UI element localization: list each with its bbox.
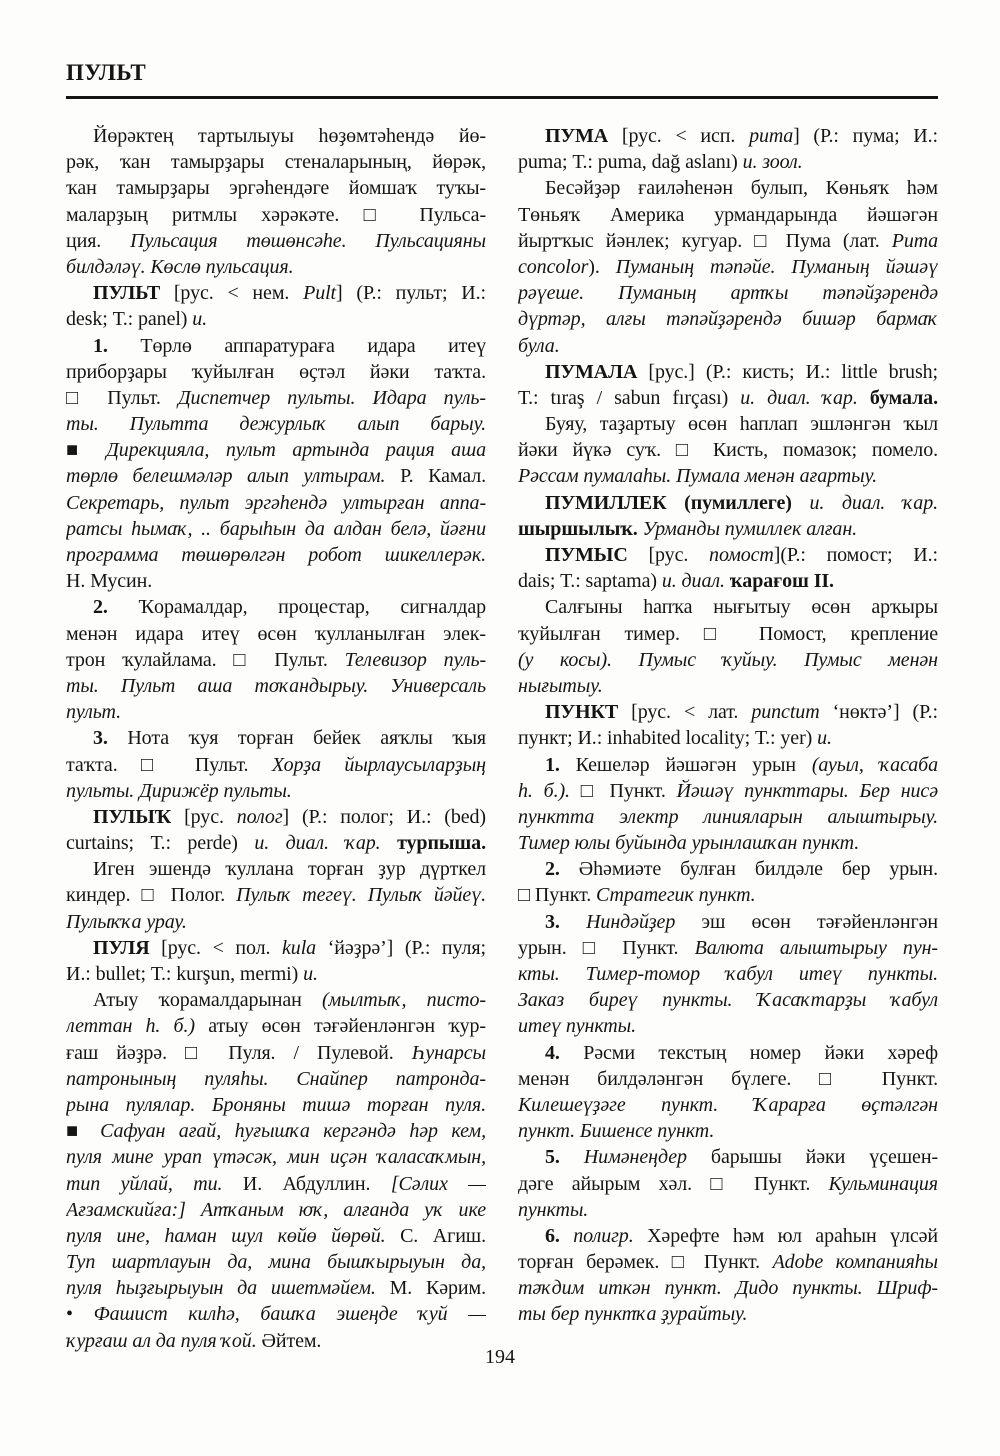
text-line bbox=[518, 175, 938, 201]
text-run: [рус. < пол. bbox=[161, 936, 283, 959]
text-run: Кульминация bbox=[828, 1172, 938, 1195]
text-line bbox=[518, 1118, 938, 1144]
text-run: йәки йүкә суҡ. □ Кисть, помазок; помело. bbox=[518, 439, 938, 462]
text-line bbox=[66, 202, 486, 228]
text-run: атыу өсөн тәғәйенләнгән ҡур- bbox=[208, 1015, 486, 1038]
text-run: программа төшөрөлгән робот шикеллерәк. bbox=[66, 544, 486, 566]
text-run: итеү пункты. bbox=[518, 1015, 636, 1038]
text-run: Диспетчер пульты. Идара пуль- bbox=[177, 386, 486, 409]
text-run: Салғыны һапҡа нығытыу өсөн арҡыры bbox=[545, 596, 938, 619]
text-run: ҡан тамырҙары эргәһендәге йомшаҡ туҡы- bbox=[66, 177, 486, 200]
text-run: Дирекцияла, пульт артында рация аша bbox=[106, 439, 486, 462]
text-line bbox=[66, 647, 486, 673]
text-line bbox=[518, 385, 938, 411]
text-run: И.: bullet; Т.: kurşun, mermi) bbox=[66, 963, 304, 985]
text-run: Pult bbox=[303, 282, 337, 305]
text-line bbox=[66, 621, 486, 647]
text-run: рәүеше. Пуманың артҡы тәпәйҙәрендә bbox=[518, 282, 938, 305]
text-run: полог bbox=[236, 805, 283, 828]
text-line bbox=[66, 1066, 486, 1092]
text-line bbox=[66, 463, 486, 489]
text-line bbox=[66, 123, 486, 149]
text-line bbox=[66, 1144, 486, 1170]
text-run: полигр. bbox=[573, 1224, 648, 1247]
text-run: ПУМАЛА bbox=[545, 360, 649, 383]
text-run: ](Р.: помост; И.: bbox=[773, 544, 938, 566]
text-run: Тимер юлы буйында урынлашҡан пункт. bbox=[518, 832, 860, 855]
text-run: пункт; И.: inhabited locality; Т.: yer) bbox=[518, 727, 818, 750]
text-run: ПУНКТ bbox=[545, 701, 632, 724]
text-run: и. диал. ҡар. bbox=[254, 832, 398, 855]
text-run: була. bbox=[518, 334, 560, 357]
text-run: Килешеүҙәге пункт. Ҡарарға өҫтәлгән bbox=[518, 1093, 938, 1116]
text-line bbox=[518, 856, 938, 882]
text-line bbox=[518, 1066, 938, 1092]
text-run: 5. bbox=[545, 1146, 584, 1169]
text-line bbox=[66, 254, 486, 280]
text-run: Буяу, таҙартыу өсөн һаплап эшләнгән ҡыл bbox=[545, 413, 938, 436]
text-run: приборҙары ҡуйылған өҫтәл йәки таҡта. bbox=[66, 360, 486, 383]
text-line bbox=[66, 1092, 486, 1118]
text-run: ҡарағош II. bbox=[729, 570, 834, 593]
text-run: dais; Т.: saptama) bbox=[518, 570, 662, 593]
text-line bbox=[518, 202, 938, 228]
text-line bbox=[518, 149, 938, 175]
text-line bbox=[518, 1013, 938, 1039]
text-line bbox=[66, 804, 486, 830]
text-line bbox=[518, 725, 938, 751]
text-line bbox=[518, 1040, 938, 1066]
text-run: Хорҙа йырлаусыларҙың bbox=[271, 753, 486, 776]
text-run: нығытыу. bbox=[518, 674, 603, 697]
text-run: kula bbox=[282, 936, 328, 959]
text-line bbox=[518, 804, 938, 830]
text-run: ■ bbox=[66, 1120, 101, 1143]
text-run: Стратегик пункт. bbox=[596, 884, 756, 907]
text-line bbox=[518, 778, 938, 804]
text-run: [рус. bbox=[184, 805, 237, 828]
text-line bbox=[66, 1171, 486, 1197]
text-line bbox=[518, 961, 938, 987]
text-run: [рус. < лат. bbox=[631, 701, 752, 724]
text-run: Puma bbox=[891, 229, 938, 252]
text-line bbox=[518, 463, 938, 489]
text-columns bbox=[66, 123, 938, 1354]
text-line bbox=[66, 306, 486, 332]
text-line bbox=[66, 568, 486, 594]
text-line bbox=[518, 1092, 938, 1118]
text-run: пунктта электр линияларын алыштырыу. bbox=[518, 805, 938, 828]
text-run: барышы йәки үҫешен- bbox=[710, 1146, 938, 1169]
text-run: пуля ине, һаман шул көйө йөрөй. bbox=[66, 1224, 401, 1247]
text-run: и. диал. ҡар. bbox=[809, 491, 938, 514]
text-run: помост bbox=[709, 544, 774, 566]
text-run: торған берәмек. □ Пункт. bbox=[518, 1251, 773, 1274]
text-run: □ Пульт. bbox=[66, 386, 178, 409]
text-run: ция. bbox=[66, 229, 131, 252]
text-run: таҡта. □ Пульт. bbox=[66, 753, 272, 776]
text-line bbox=[66, 1275, 486, 1301]
text-line bbox=[518, 752, 938, 778]
text-line bbox=[518, 411, 938, 437]
text-run: (ауыл, ҡасаба bbox=[811, 753, 938, 776]
text-run: Әйтем. bbox=[261, 1329, 322, 1352]
text-run: менән идара итеү өсөн ҡулланылған элек- bbox=[66, 622, 486, 645]
text-line bbox=[518, 359, 938, 385]
text-line bbox=[66, 961, 486, 987]
text-line bbox=[66, 830, 486, 856]
text-run: ПУЛЫҠ bbox=[93, 805, 185, 828]
text-run: Т.: tıraş / sabun fırçası) bbox=[518, 386, 741, 409]
text-run: Төньяҡ Америка урмандарында йәшәгән bbox=[518, 203, 938, 226]
text-run: дәге айырым хәл. □ Пункт. bbox=[518, 1172, 829, 1195]
text-run: Пуманың тәпәйе. Пуманың йәшәү bbox=[615, 255, 938, 278]
text-run: трон ҡулайлама. □ Пульт. bbox=[66, 648, 345, 671]
text-run: • bbox=[66, 1303, 94, 1326]
text-run: Ниндәйҙер bbox=[586, 910, 702, 933]
text-run: ПУЛЬТ bbox=[93, 282, 174, 305]
text-run: [рус. < нем. bbox=[173, 282, 304, 305]
text-run: билдәләү. Көслө пульсация. bbox=[66, 255, 294, 278]
text-run: [рус. bbox=[648, 544, 710, 566]
text-run: киндер. □ Полог. bbox=[66, 884, 237, 907]
text-line bbox=[66, 359, 486, 385]
text-run: Пулыҡ тегеү. Пулыҡ йәйеү. bbox=[236, 884, 486, 907]
text-line bbox=[518, 568, 938, 594]
text-run: □ Пункт. bbox=[580, 779, 677, 802]
text-run: ты. Пульт аша тоҡандырыу. Универсаль bbox=[66, 674, 486, 697]
text-run: и. диал. bbox=[661, 570, 730, 593]
text-run: төрлө белешмәләр алып ултырам. bbox=[66, 465, 401, 488]
text-line bbox=[66, 725, 486, 751]
text-line bbox=[66, 411, 486, 437]
text-run: патронының пуляһы. Снайпер патронда- bbox=[66, 1067, 486, 1090]
text-run: Фашист килһә, башҡа эшеңде ҡуй — bbox=[93, 1303, 486, 1326]
text-run: Валюта алыштырыу пун- bbox=[694, 936, 938, 959]
text-run: тәҡдим иткән пункт. Дидо пункты. Шриф- bbox=[518, 1277, 938, 1300]
text-run: М. Кәрим. bbox=[389, 1277, 486, 1300]
text-run: Adobe компанияһы bbox=[772, 1251, 938, 1274]
text-run: И. Абдуллин. bbox=[242, 1172, 391, 1195]
text-run: ] (Р.: полог; И.: (bed) bbox=[282, 805, 486, 828]
text-run: Әһәмиәте булған билдәле бер урын. bbox=[578, 858, 938, 881]
text-line bbox=[518, 830, 938, 856]
text-line bbox=[518, 1275, 938, 1301]
text-line bbox=[66, 1249, 486, 1275]
right-column bbox=[518, 123, 938, 1354]
text-line bbox=[66, 333, 486, 359]
text-line bbox=[518, 1301, 938, 1327]
text-run: Рәсми текстың номер йәки хәреф bbox=[583, 1041, 938, 1064]
text-line bbox=[518, 699, 938, 725]
text-run: пуля һыҙғырыуын да ишетмәйем. bbox=[66, 1277, 390, 1300]
text-line bbox=[66, 987, 486, 1013]
running-head: ПУЛЬТ bbox=[66, 60, 147, 85]
text-line bbox=[518, 594, 938, 620]
text-run: ■ bbox=[66, 439, 107, 462]
text-run: эш өсөн тәғәйенләнгән bbox=[701, 910, 938, 933]
text-run: дүртәр, алғы тәпәйҙәрендә бишәр бармаҡ bbox=[518, 308, 938, 331]
text-run: С. Агиш. bbox=[400, 1224, 486, 1247]
text-run: пункты. bbox=[518, 1198, 589, 1221]
text-line bbox=[66, 752, 486, 778]
text-line bbox=[518, 437, 938, 463]
text-line bbox=[66, 1223, 486, 1249]
text-line bbox=[66, 1301, 486, 1327]
text-line bbox=[518, 228, 938, 254]
text-line bbox=[66, 1118, 486, 1144]
text-run: [Сәлих — bbox=[390, 1172, 486, 1195]
text-run: и. bbox=[192, 308, 208, 331]
text-run: Сафуан ағай, һуғышҡа кергәндә һәр кем, bbox=[100, 1120, 486, 1143]
text-line bbox=[518, 254, 938, 280]
text-line bbox=[518, 1223, 938, 1249]
text-line bbox=[66, 882, 486, 908]
text-run: 3. bbox=[93, 727, 128, 750]
text-run: и. bbox=[303, 963, 318, 985]
text-line bbox=[66, 909, 486, 935]
text-line bbox=[518, 1171, 938, 1197]
text-line bbox=[518, 647, 938, 673]
text-run: Хәрефте һәм юл араһын үлсәй bbox=[647, 1224, 938, 1247]
text-run: Р. Камал. bbox=[400, 465, 486, 488]
text-run: Иген эшендә ҡуллана торған ҙур дүрткел bbox=[93, 858, 486, 881]
text-run: 2. bbox=[545, 858, 579, 881]
text-line bbox=[518, 280, 938, 306]
text-run: Ҡорамалдар, процестар, сигналдар bbox=[138, 596, 486, 619]
text-run: Атыу ҡорамалдарынан bbox=[93, 989, 322, 1012]
text-run: Туп шартлауын да, мина бышҡырыуын да, bbox=[66, 1251, 486, 1274]
text-line bbox=[518, 1144, 938, 1170]
text-run: ғаш йәҙрә. □ Пуля. / Пулевой. bbox=[66, 1041, 412, 1064]
text-line bbox=[518, 333, 938, 359]
text-run: Ағзамскийға:] Атҡаным юҡ, алғанда уҡ ике bbox=[66, 1198, 486, 1221]
text-run: ] (Р.: пульт; И.: bbox=[336, 282, 486, 305]
text-line bbox=[66, 1040, 486, 1066]
text-run: Пулыҡҡа урау. bbox=[66, 910, 187, 933]
text-line bbox=[518, 882, 938, 908]
text-run: ты. Пультта дежурлыҡ алып барыу. bbox=[66, 413, 486, 436]
text-run: Кешеләр йәшәгән урын bbox=[575, 753, 812, 776]
text-run: и. диал. ҡар. bbox=[740, 386, 870, 409]
text-line bbox=[518, 516, 938, 542]
text-run: ). bbox=[588, 255, 616, 278]
text-run: (мылтыҡ, писто- bbox=[321, 989, 486, 1012]
text-run: маларҙың ритмлы хәрәкәте. □ Пульса- bbox=[66, 203, 486, 226]
text-run: curtains; Т.: perde) bbox=[66, 832, 255, 855]
text-line bbox=[518, 673, 938, 699]
text-line bbox=[66, 385, 486, 411]
text-line bbox=[518, 621, 938, 647]
text-line bbox=[518, 306, 938, 332]
text-line bbox=[518, 542, 938, 568]
text-run: рәк, ҡан тамырҙары стеналарының, йөрәк, bbox=[66, 151, 486, 174]
text-run: desk; Т.: panel) bbox=[66, 308, 193, 331]
text-line bbox=[518, 123, 938, 149]
text-line bbox=[66, 228, 486, 254]
text-run: йыртҡыс йәнлек; кугуар. □ Пума (лат. bbox=[518, 229, 892, 252]
text-run: Урманды пумиллек алған. bbox=[642, 517, 858, 540]
text-run: ] (Р.: пума; И.: bbox=[793, 125, 938, 147]
text-run: Телевизор пуль- bbox=[344, 648, 486, 671]
text-line bbox=[66, 856, 486, 882]
text-run: 1. bbox=[545, 753, 576, 776]
text-run: ПУМЫС bbox=[545, 544, 649, 566]
text-run: concolor bbox=[518, 255, 589, 278]
text-run: бумала. bbox=[869, 386, 938, 409]
text-run: ПУМА bbox=[545, 125, 622, 147]
text-run: puma; Т.: puma, dağ aslanı) bbox=[518, 151, 743, 174]
text-run: леттан һ. б.) bbox=[66, 1015, 209, 1038]
text-line bbox=[66, 594, 486, 620]
text-run: Йөрәктең тартылыуы һөҙөмтәһендә йө- bbox=[93, 125, 486, 147]
text-run: кты. Тимер-томор ҡабул итеү пункты. bbox=[518, 963, 938, 985]
text-run: пуля мине урап үтәсәк, мин иҫән ҡаласаҡмын, bbox=[66, 1146, 486, 1169]
text-run: Һунарсы bbox=[411, 1041, 486, 1064]
text-run: Н. Мусин. bbox=[66, 570, 153, 593]
text-run: ПУЛЯ bbox=[93, 936, 162, 959]
text-run: 3. bbox=[545, 910, 587, 933]
text-line bbox=[66, 699, 486, 725]
text-run: пульты. Дирижёр пульты. bbox=[66, 779, 292, 802]
text-run: [рус.] (Р.: кисть; И.: little brush; bbox=[648, 360, 938, 383]
text-line bbox=[518, 935, 938, 961]
left-column bbox=[66, 123, 486, 1354]
text-run: Заказ биреү пункты. Ҡасаҡтарҙы ҡабул bbox=[518, 989, 938, 1012]
text-line bbox=[518, 987, 938, 1013]
text-line bbox=[66, 280, 486, 306]
text-run: (у косы). Пумыс ҡуйыу. Пумыс менән bbox=[518, 648, 938, 671]
text-run: 6. bbox=[545, 1224, 574, 1247]
text-run: турпыша. bbox=[397, 832, 486, 855]
text-line bbox=[518, 1197, 938, 1223]
text-line bbox=[66, 1197, 486, 1223]
text-run: тип уйлай, ти. bbox=[66, 1172, 243, 1195]
text-run: 2. bbox=[93, 596, 139, 619]
text-run: ҡурғаш ал да пуля ҡой. bbox=[66, 1329, 262, 1352]
text-line bbox=[518, 490, 938, 516]
text-run: □ Пункт. bbox=[518, 884, 597, 907]
page-number: 194 bbox=[485, 1346, 515, 1368]
text-run: [рус. < исп. bbox=[621, 125, 750, 147]
text-run: ‘йәҙрә’] (Р.: пуля; bbox=[327, 936, 486, 959]
text-line bbox=[518, 909, 938, 935]
text-run: Төрлө аппаратураға идара итеү bbox=[140, 334, 486, 357]
text-run: ПУМИЛЛЕК (пумиллеге) bbox=[545, 491, 810, 514]
text-run: и. bbox=[817, 727, 832, 750]
text-run: и. зоол. bbox=[742, 151, 803, 174]
text-run: Секретарь, пульт эргәһендә ултырған аппа- bbox=[66, 491, 486, 514]
text-line bbox=[66, 437, 486, 463]
text-line bbox=[66, 1013, 486, 1039]
text-line bbox=[66, 490, 486, 516]
text-run: һ. б.). bbox=[518, 779, 581, 802]
text-run: пульт. bbox=[66, 701, 121, 724]
text-run: ты бер пунктҡа ҙурайтыу. bbox=[518, 1303, 748, 1326]
text-run: урын. □ Пункт. bbox=[518, 936, 695, 959]
text-line bbox=[66, 516, 486, 542]
text-run: Нота ҡуя торған бейек аяҡлы ҡыя bbox=[127, 727, 486, 750]
text-line bbox=[518, 1249, 938, 1275]
text-run: ратсы һымаҡ, .. барыһын да алдан белә, йәғни bbox=[66, 517, 486, 540]
text-run: ҡуйылған тимер. □ Помост, крепление bbox=[518, 622, 938, 645]
text-run: ‘нөктә’] (Р.: bbox=[832, 701, 938, 724]
text-run: рына пулялар. Броняны тишә торған пуля. bbox=[66, 1093, 486, 1116]
text-run: Пульсация төшөнсәһе. Пульсацияны bbox=[130, 229, 486, 252]
header-rule bbox=[66, 96, 938, 99]
text-run: шыршылыҡ. bbox=[518, 517, 643, 540]
text-run: 4. bbox=[545, 1041, 584, 1064]
text-run: Нимәнеңдер bbox=[583, 1146, 711, 1169]
text-run: менән билдәләнгән бүлеге. □ Пункт. bbox=[518, 1067, 938, 1090]
text-line bbox=[66, 175, 486, 201]
text-line bbox=[66, 673, 486, 699]
text-run: Рәссам пумалаһы. Пумала менән ағартыу. bbox=[518, 465, 878, 488]
text-line bbox=[66, 778, 486, 804]
text-line bbox=[66, 935, 486, 961]
text-run: Йәшәү пункттары. Бер нисә bbox=[676, 779, 938, 802]
text-run: 1. bbox=[93, 334, 141, 357]
text-line bbox=[66, 149, 486, 175]
text-run: пункт. Бишенсе пункт. bbox=[518, 1120, 715, 1143]
text-line bbox=[66, 542, 486, 568]
text-run: punctum bbox=[751, 701, 833, 724]
text-run: Бесәйҙәр ғаиләһенән булып, Көньяҡ һәм bbox=[545, 177, 938, 200]
text-run: puma bbox=[749, 125, 794, 147]
